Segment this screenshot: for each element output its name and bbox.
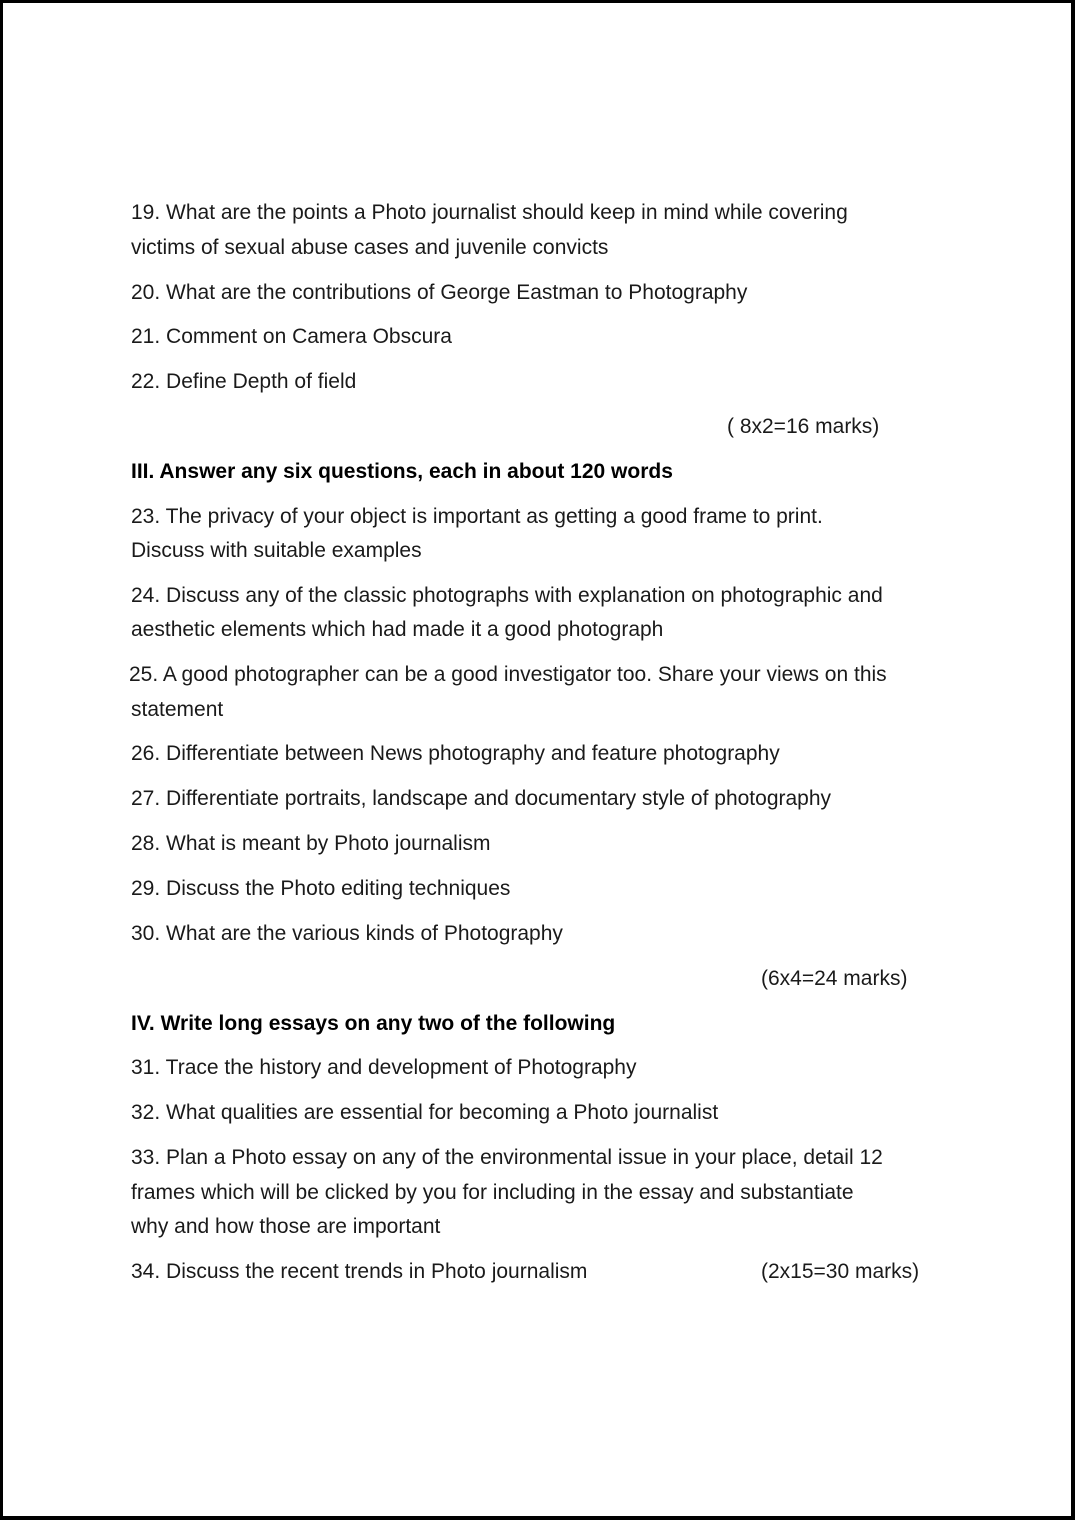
- question-32: 32. What qualities are essential for becoming a Photo journalist: [131, 1101, 719, 1124]
- question-24-line-1: 24. Discuss any of the classic photographs with explanation on photographic and: [131, 584, 883, 607]
- section-2-marks: ( 8x2=16 marks): [727, 415, 880, 438]
- question-33-line-3: why and how those are important: [131, 1215, 441, 1238]
- question-31: 31. Trace the history and development of Photography: [131, 1056, 637, 1079]
- question-27: 27. Differentiate portraits, landscape and documentary style of photography: [131, 787, 832, 810]
- question-19-line-1: 19. What are the points a Photo journalist should keep in mind while covering: [131, 201, 848, 224]
- question-33-line-1: 33. Plan a Photo essay on any of the environmental issue in your place, detail 12: [131, 1146, 883, 1169]
- question-21: 21. Comment on Camera Obscura: [131, 325, 452, 348]
- question-34: 34. Discuss the recent trends in Photo journalism: [131, 1260, 588, 1283]
- question-33-line-2: frames which will be clicked by you for including in the essay and substantiate: [131, 1181, 854, 1204]
- question-23-line-2: Discuss with suitable examples: [131, 539, 422, 562]
- question-25-line-2: statement: [131, 698, 224, 721]
- question-24-line-2: aesthetic elements which had made it a good photograph: [131, 618, 664, 641]
- question-25-line-1: 25. A good photographer can be a good investigator too. Share your views on this: [129, 663, 887, 686]
- question-29: 29. Discuss the Photo editing techniques: [131, 877, 511, 900]
- question-19-line-2: victims of sexual abuse cases and juvenile convicts: [131, 236, 609, 259]
- question-28: 28. What is meant by Photo journalism: [131, 832, 491, 855]
- question-23-line-1: 23. The privacy of your object is important as getting a good frame to print.: [131, 505, 823, 528]
- section-3-heading: III. Answer any six questions, each in about 120 words: [131, 460, 673, 483]
- section-4-heading: IV. Write long essays on any two of the following: [131, 1012, 616, 1035]
- question-30: 30. What are the various kinds of Photography: [131, 922, 563, 945]
- section-3-marks: (6x4=24 marks): [761, 967, 908, 990]
- question-26: 26. Differentiate between News photography and feature photography: [131, 742, 780, 765]
- section-4-marks: (2x15=30 marks): [761, 1260, 920, 1283]
- question-22: 22. Define Depth of field: [131, 370, 357, 393]
- question-20: 20. What are the contributions of George Eastman to Photography: [131, 281, 748, 304]
